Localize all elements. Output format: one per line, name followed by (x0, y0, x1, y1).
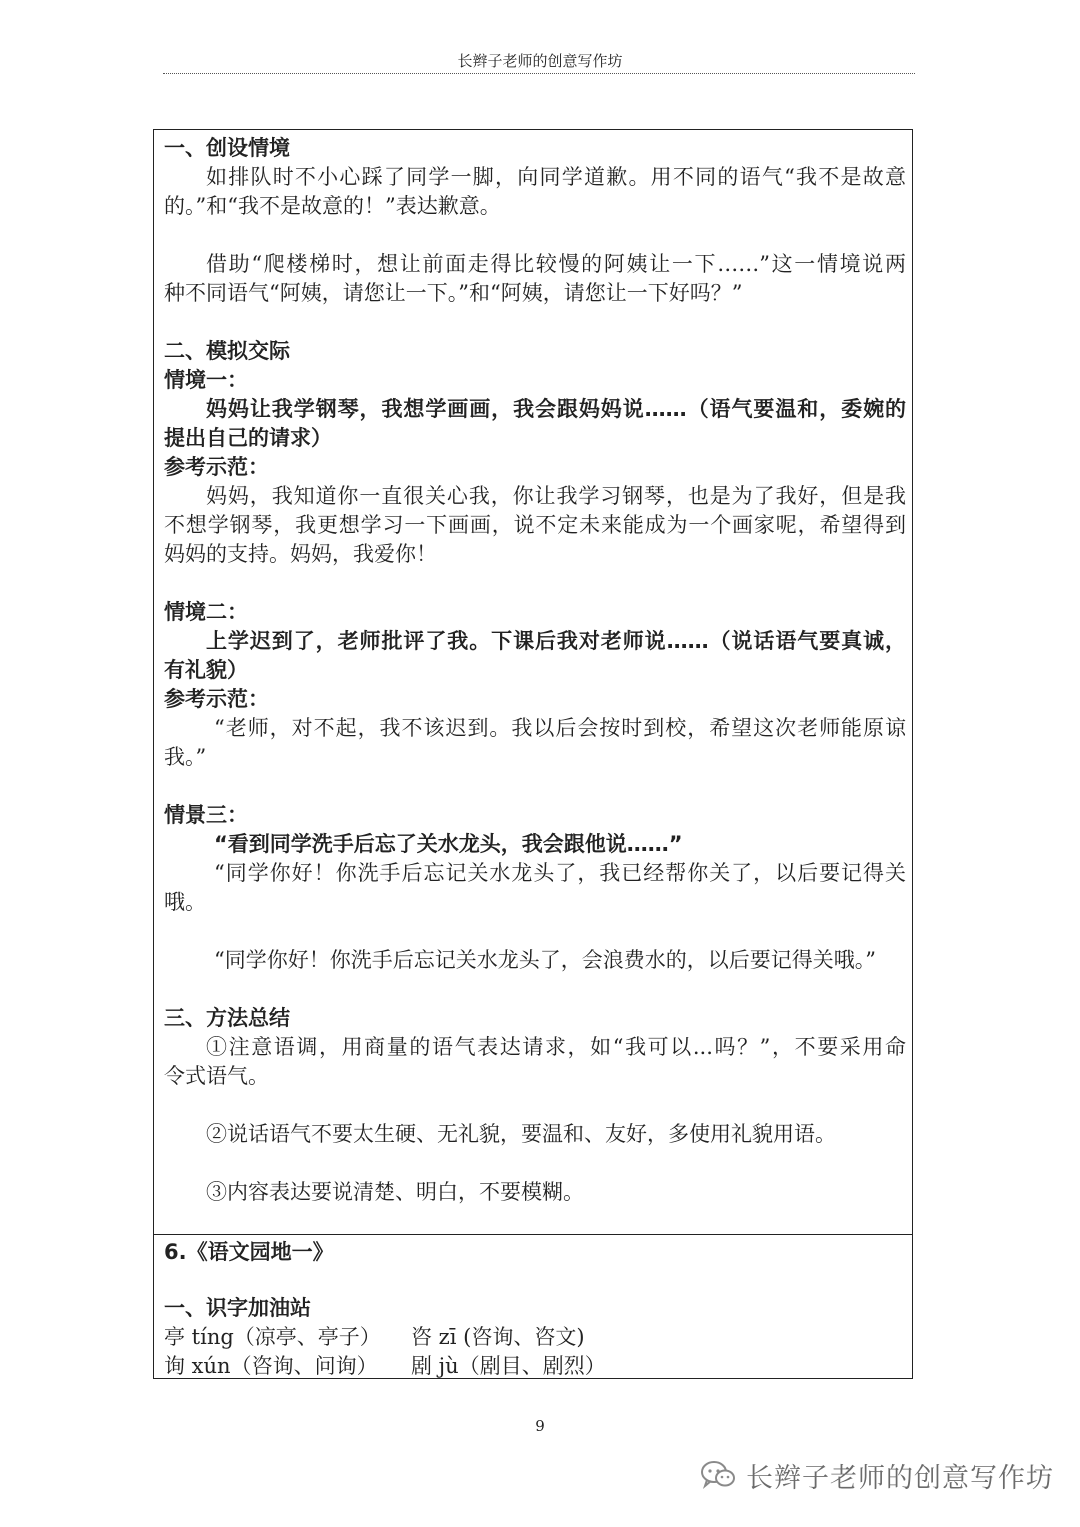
section3-heading: 三、方法总结 (164, 1006, 290, 1030)
vocab-item-ju: 剧 jù（剧目、剧烈） (411, 1354, 606, 1378)
section1-heading: 一、创设情境 (164, 136, 290, 160)
scenario1-reference-line3: 妈妈的支持。妈妈，我爱你！ (164, 542, 437, 566)
scenario2-reference-line1: “老师，对不起，我不该迟到。我以后会按时到校，希望这次老师能原谅 (214, 716, 906, 740)
scenario2-reference-line2: 我。” (164, 745, 207, 769)
table-row-divider (153, 1234, 913, 1235)
scenario1-label: 情境一： (164, 368, 248, 392)
scenario2-reference-label: 参考示范： (164, 687, 269, 711)
scenario1-prompt-line1: 妈妈让我学钢琴，我想学画画，我会跟妈妈说……（语气要温和，委婉的 (206, 397, 906, 421)
lesson6-title: 6.《语文园地一》 (164, 1240, 334, 1264)
page-header-title: 长辫子老师的创意写作坊 (457, 52, 623, 70)
scenario2-prompt-line1: 上学迟到了，老师批评了我。下课后我对老师说……（说话语气要真诚， (206, 629, 906, 653)
method1-line1: ①注意语调，用商量的语气表达请求，如“我可以...吗？”，不要采用命 (206, 1035, 906, 1059)
section2-heading: 二、模拟交际 (164, 339, 290, 363)
scenario3-example1-line2: 哦。 (164, 890, 206, 914)
method1-line2: 令式语气。 (164, 1064, 269, 1088)
scenario3-prompt: “看到同学洗手后忘了关水龙头，我会跟他说……” (214, 832, 683, 856)
scenario3-label: 情景三： (164, 803, 248, 827)
section1-paragraph2-line1: 借助“爬楼梯时，想让前面走得比较慢的阿姨让一下……”这一情境说两 (206, 252, 906, 276)
scenario2-label: 情境二： (164, 600, 248, 624)
watermark (700, 1455, 1054, 1495)
scenario3-example1-line1: “同学你好！你洗手后忘记关水龙头了，我已经帮你关了，以后要记得关 (214, 861, 906, 885)
watermark-text: 长辫子老师的创意写作坊 (746, 1462, 1054, 1494)
section1-paragraph1-line1: 如排队时不小心踩了同学一脚，向同学道歉。用不同的语气“我不是故意 (206, 165, 906, 189)
vocab-item-xun: 询 xún（咨询、问询） (164, 1354, 378, 1378)
scenario1-reference-line1: 妈妈，我知道你一直很关心我，你让我学习钢琴，也是为了我好，但是我 (206, 484, 906, 508)
scenario1-prompt-line2: 提出自己的请求） (164, 426, 332, 450)
scenario3-example2: “同学你好！你洗手后忘记关水龙头了，会浪费水的，以后要记得关哦。” (214, 948, 876, 972)
section1-paragraph2-line2: 种不同语气“阿姨，请您让一下。”和“阿姨，请您让一下好吗？” (164, 281, 743, 305)
method2: ②说话语气不要太生硬、无礼貌，要温和、友好，多使用礼貌用语。 (206, 1122, 836, 1146)
scenario1-reference-line2: 不想学钢琴，我更想学习一下画画，说不定未来能成为一个画家呢，希望得到 (164, 513, 906, 537)
section4-heading: 一、识字加油站 (164, 1296, 311, 1320)
method3: ③内容表达要说清楚、明白，不要模糊。 (206, 1180, 584, 1204)
scenario2-prompt-line2: 有礼貌） (164, 658, 248, 682)
vocab-item-zi: 咨 zī (咨询、咨文) (411, 1325, 585, 1349)
section1-paragraph1-line2: 的。”和“我不是故意的！”表达歉意。 (164, 194, 501, 218)
header-dotted-rule (163, 73, 915, 74)
page-number: 9 (535, 1417, 545, 1435)
scenario1-reference-label: 参考示范： (164, 455, 269, 479)
wechat-icon (700, 1460, 736, 1490)
vocab-item-ting: 亭 tíng（凉亭、亭子） (164, 1325, 381, 1349)
